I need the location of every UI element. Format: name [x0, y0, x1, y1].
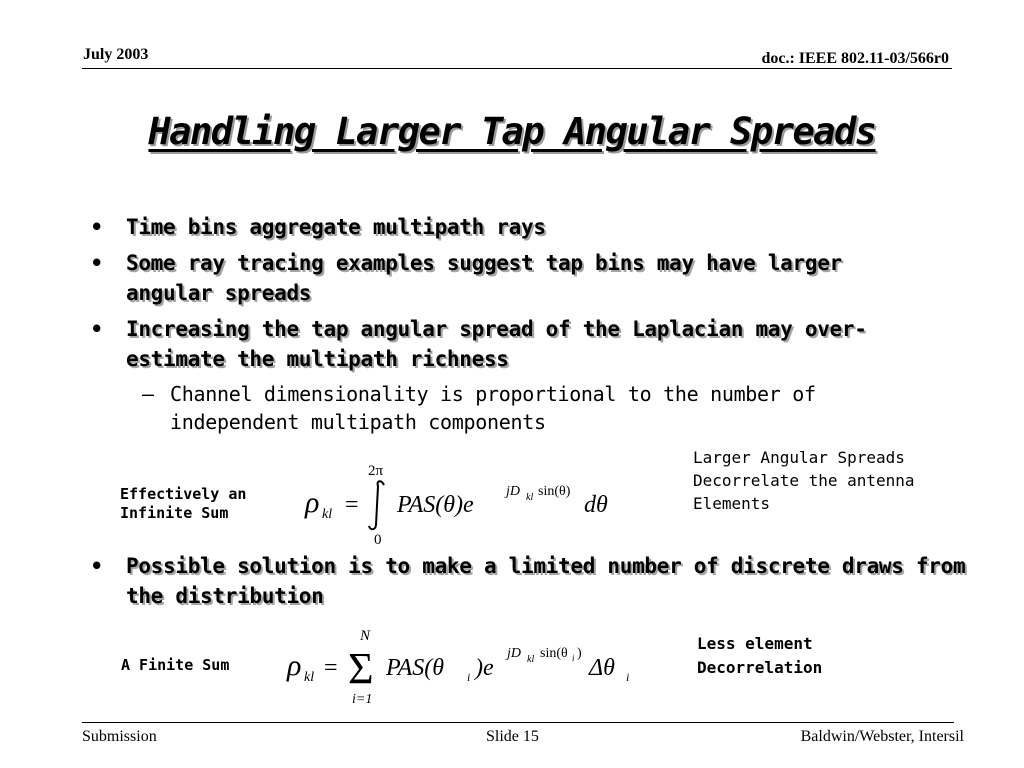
header-date: July 2003 [83, 46, 149, 63]
header-doc-id: doc.: IEEE 802.11-03/566r0 [761, 50, 949, 67]
integral-lower-limit: 0 [374, 532, 382, 548]
delta-theta-subscript: i [626, 670, 630, 684]
sum-lower-limit: i=1 [352, 692, 373, 707]
exponent-sin-subscript: i [572, 653, 575, 663]
sum-upper-limit: N [360, 628, 371, 644]
exponent-subscript: kl [527, 654, 535, 665]
exponent-jd: jD [506, 484, 520, 499]
integral-body: PAS(θ)e [397, 492, 474, 518]
slide-title: Handling Larger Tap Angular Spreads [148, 110, 876, 153]
bullet-icon: • [90, 317, 104, 341]
finite-sum-note: A Finite Sum [121, 656, 230, 674]
exponent-sin: sin(θ) [538, 484, 571, 499]
bullet-list [90, 212, 930, 436]
larger-spreads-note: Larger Angular Spreads Decorrelate the antenna Elements [693, 448, 915, 513]
rho-symbol: ρ [305, 486, 320, 519]
infinite-sum-note: Effectively an Infinite Sum [120, 485, 247, 522]
equals-sign: = [324, 655, 338, 681]
bullet-icon: • [90, 251, 104, 275]
bullet-text: Possible solution is to make a limited number of discrete draws from the distribution [126, 554, 966, 608]
exponent-sin: sin(θ [540, 646, 568, 661]
dash-icon: – [142, 382, 154, 406]
bullet-text: Time bins aggregate multipath rays [126, 215, 546, 239]
integral-sign-icon [369, 481, 384, 529]
equals-sign: = [345, 492, 359, 518]
footer-divider [82, 722, 954, 723]
exponent-sin-close: ) [577, 646, 582, 661]
bullet-item [90, 248, 930, 308]
sub-bullet-item [90, 380, 930, 436]
d-theta: dθ [584, 492, 608, 518]
integral-upper-limit: 2π [368, 463, 384, 479]
delta-theta: Δθ [589, 655, 615, 681]
bullet-icon: • [90, 554, 104, 578]
footer-submission: Submission [82, 728, 157, 745]
integral-equation [290, 455, 630, 550]
footer-slide-number: Slide 15 [486, 728, 539, 745]
bullet-text: Increasing the tap angular spread of the Laplacian may over-estimate the multipath richness [126, 317, 867, 371]
bullet-icon: • [90, 215, 104, 239]
sum-body: PAS(θ [386, 655, 445, 681]
bullet-item [90, 314, 930, 374]
sigma-icon: Σ [348, 644, 374, 693]
bullet-item [90, 551, 966, 611]
bullet-item [90, 212, 930, 242]
header-divider [82, 68, 952, 69]
sum-body-close: )e [475, 655, 494, 681]
rho-subscript: kl [304, 670, 315, 685]
exponent-jd: jD [507, 646, 521, 661]
rho-symbol: ρ [287, 649, 302, 682]
sum-equation [282, 625, 642, 710]
bullet-text: Some ray tracing examples suggest tap bins may have larger angular spreads [126, 251, 842, 305]
sum-body-subscript: i [467, 670, 471, 684]
exponent-subscript: kl [526, 492, 534, 503]
less-decorrelation-note: Less element Decorrelation [697, 634, 823, 677]
sub-bullet-text: Channel dimensionality is proportional to the number of independent multipath components [170, 382, 816, 434]
footer-authors: Baldwin/Webster, Intersil [800, 728, 964, 745]
rho-subscript: kl [322, 507, 333, 522]
